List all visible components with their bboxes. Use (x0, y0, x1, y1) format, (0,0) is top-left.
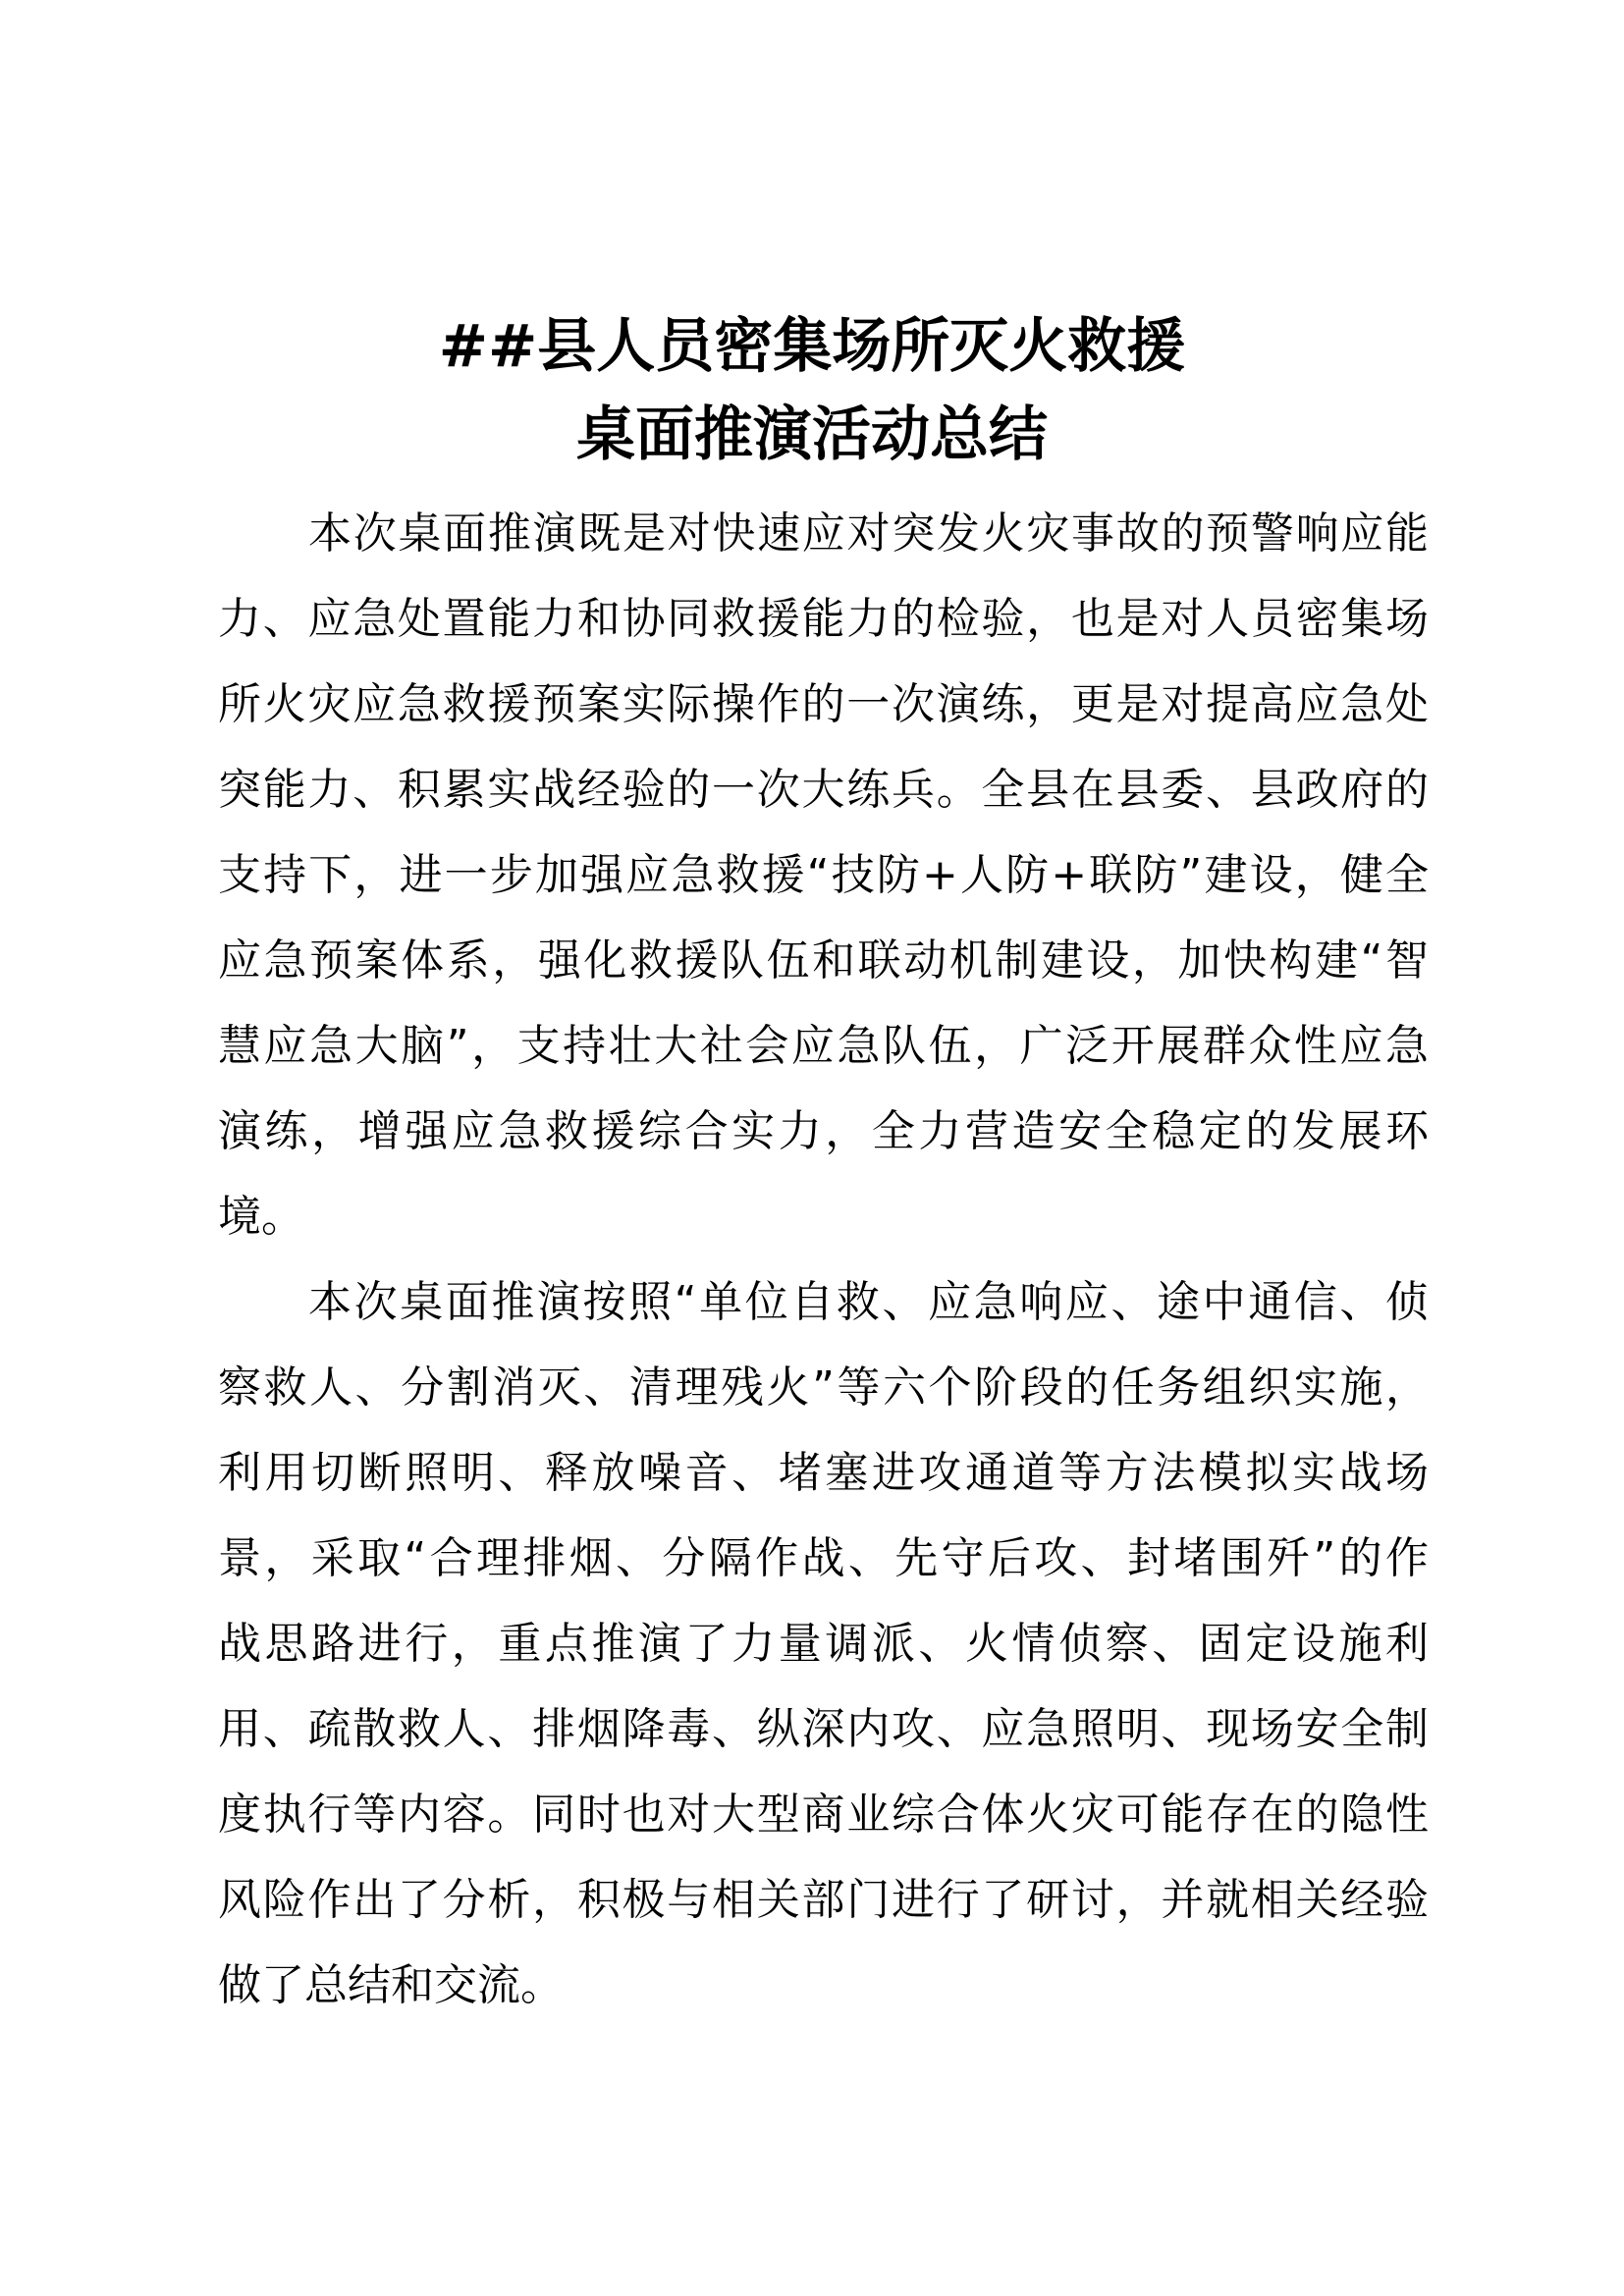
document-title-line-2: 桌面推演活动总结 (576, 400, 1048, 469)
text-line: 做了总结和交流。 (218, 1960, 564, 2010)
text-line: 支持下，进一步加强应急救援“技防+人防+联防”建设，健全 (218, 850, 1429, 900)
text-line: 本次桌面推演按照“单位自救、应急响应、途中通信、侦 (308, 1277, 1429, 1327)
paragraph-1 (218, 491, 1429, 1259)
text-line: 力、应急处置能力和协同救援能力的检验，也是对人员密集场 (218, 594, 1429, 644)
text-line: 风险作出了分析，积极与相关部门进行了研讨，并就相关经验 (218, 1875, 1429, 1925)
text-line: 战思路进行，重点推演了力量调派、火情侦察、固定设施利 (218, 1619, 1429, 1669)
text-line: 景，采取“合理排烟、分隔作战、先守后攻、封堵围歼”的作 (218, 1533, 1429, 1583)
text-line: 利用切断照明、释放噪音、堵塞进攻通道等方法模拟实战场 (218, 1448, 1429, 1498)
document-title-line-1: ##县人员密集场所灭火救援 (438, 312, 1186, 381)
text-line: 境。 (218, 1192, 304, 1242)
text-line: 突能力、积累实战经验的一次大练兵。全县在县委、县政府的 (218, 765, 1429, 815)
text-line: 演练，增强应急救援综合实力，全力营造安全稳定的发展环 (218, 1106, 1429, 1156)
text-line: 所火灾应急救援预案实际操作的一次演练，更是对提高应急处 (218, 679, 1429, 729)
text-line: 察救人、分割消灭、清理残火”等六个阶段的任务组织实施， (218, 1362, 1429, 1413)
text-line: 应急预案体系，强化救援队伍和联动机制建设，加快构建“智 (218, 935, 1429, 986)
text-line: 本次桌面推演既是对快速应对突发火灾事故的预警响应能 (308, 508, 1429, 559)
text-line: 慧应急大脑”，支持壮大社会应急队伍，广泛开展群众性应急 (218, 1021, 1429, 1071)
document-body (218, 491, 1429, 2028)
text-line: 用、疏散救人、排烟降毒、纵深内攻、应急照明、现场安全制 (218, 1704, 1429, 1754)
text-line: 度执行等内容。同时也对大型商业综合体火灾可能存在的隐性 (218, 1789, 1429, 1840)
paragraph-2 (218, 1259, 1429, 2028)
